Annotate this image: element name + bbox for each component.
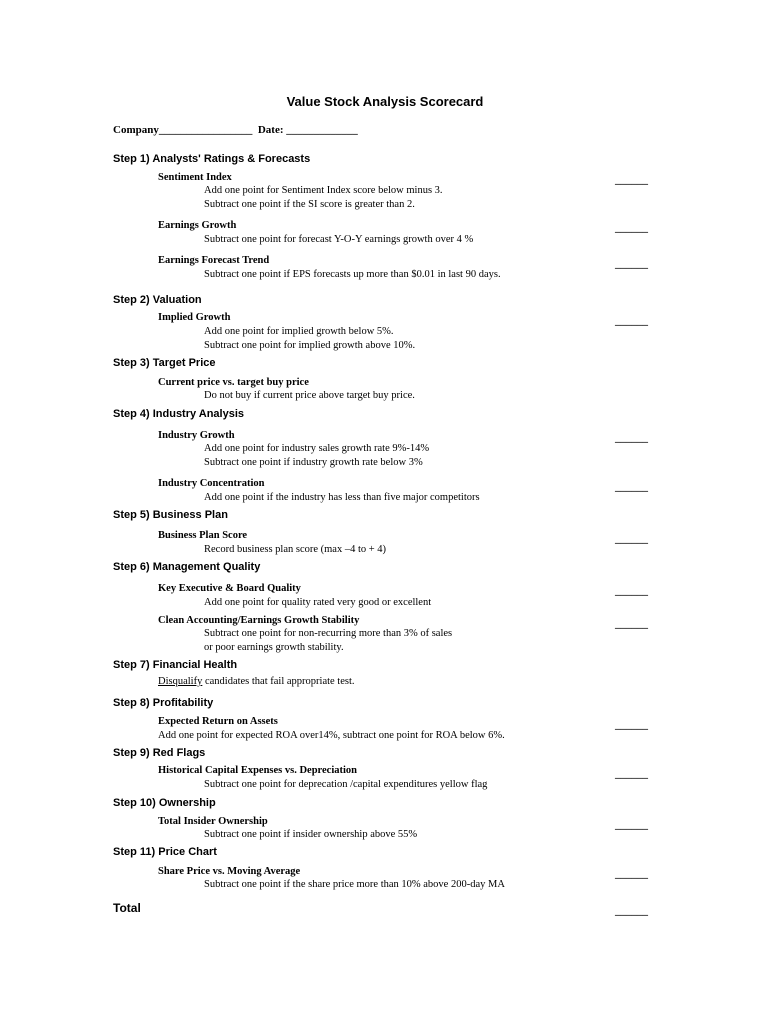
- item-description: Do not buy if current price above target buy price.: [204, 390, 415, 401]
- item-title: Share Price vs. Moving Average: [158, 866, 301, 877]
- step-heading: Step 2) Valuation: [113, 294, 202, 306]
- item-description: Subtract one point if the share price more than 10% above 200-day MA: [204, 879, 505, 890]
- note-rest: candidates that fail appropriate test.: [202, 676, 355, 687]
- score-blank: ______: [615, 258, 648, 270]
- item-description: Add one point for implied growth below 5%.: [204, 326, 394, 337]
- item-description: Subtract one point for forecast Y-O-Y earnings growth over 4 %: [204, 234, 474, 245]
- step-heading: Step 10) Ownership: [113, 797, 216, 809]
- item-description: Subtract one point if the SI score is greater than 2.: [204, 199, 415, 210]
- score-blank: ______: [615, 481, 648, 493]
- score-blank: ______: [615, 868, 648, 880]
- item-title: Current price vs. target buy price: [158, 377, 309, 388]
- score-blank: ______: [615, 719, 648, 731]
- step-heading: Step 9) Red Flags: [113, 747, 206, 759]
- item-title: Business Plan Score: [158, 530, 248, 541]
- step-heading: Step 3) Target Price: [113, 357, 216, 369]
- company-blank: _________________: [158, 124, 253, 136]
- item-title: Earnings Forecast Trend: [158, 255, 270, 266]
- step-heading: Step 8) Profitability: [113, 697, 214, 709]
- company-date-line: [113, 124, 358, 136]
- item-title: Industry Growth: [158, 430, 235, 441]
- total-blank: ______: [615, 905, 648, 917]
- item-description: Record business plan score (max –4 to + 4): [204, 544, 387, 555]
- item-description: Add one point for industry sales growth rate 9%-14%: [204, 443, 430, 454]
- item-description: Subtract one point if insider ownership above 55%: [204, 829, 418, 840]
- item-title: Total Insider Ownership: [158, 816, 268, 827]
- item-description: Subtract one point if industry growth rate below 3%: [204, 457, 423, 468]
- score-blank: ______: [615, 315, 648, 327]
- score-blank: ______: [615, 618, 648, 630]
- step-heading: Step 11) Price Chart: [113, 846, 217, 858]
- step-heading: Step 5) Business Plan: [113, 509, 228, 521]
- item-description: or poor earnings growth stability.: [204, 642, 344, 653]
- step-heading: Step 7) Financial Health: [113, 659, 238, 671]
- item-description: Subtract one point if EPS forecasts up more than $0.01 in last 90 days.: [204, 269, 501, 280]
- step-heading: Step 1) Analysts' Ratings & Forecasts: [113, 153, 311, 165]
- item-title: Industry Concentration: [158, 478, 265, 489]
- score-blank: ______: [615, 585, 648, 597]
- item-title: Historical Capital Expenses vs. Depreciation: [158, 765, 358, 776]
- date-label: Date:: [257, 124, 284, 136]
- document-title: Value Stock Analysis Scorecard: [286, 94, 484, 109]
- score-blank: ______: [615, 174, 648, 186]
- step-heading: Step 6) Management Quality: [113, 561, 261, 573]
- item-description: Add one point for Sentiment Index score below minus 3.: [204, 185, 443, 196]
- item-title: Implied Growth: [158, 312, 231, 323]
- date-blank: _____________: [286, 124, 358, 136]
- item-description: Add one point if the industry has less than five major competitors: [204, 492, 480, 503]
- score-blank: ______: [615, 768, 648, 780]
- step-heading: Step 4) Industry Analysis: [113, 408, 245, 420]
- item-title: Key Executive & Board Quality: [158, 583, 301, 594]
- item-description: Add one point for expected ROA over14%, subtract one point for ROA below 6%.: [158, 730, 505, 741]
- total-label: Total: [113, 901, 141, 915]
- score-blank: ______: [615, 222, 648, 234]
- item-description: Subtract one point for non-recurring more than 3% of sales: [204, 628, 453, 639]
- score-blank: ______: [615, 533, 648, 545]
- item-title: Sentiment Index: [158, 172, 232, 183]
- item-title: Expected Return on Assets: [158, 716, 278, 727]
- score-blank: ______: [615, 432, 648, 444]
- item-description: Add one point for quality rated very good or excellent: [204, 597, 432, 608]
- disqualify-text: Disqualify: [158, 676, 203, 687]
- company-label: Company: [113, 124, 159, 136]
- score-blank: ______: [615, 819, 648, 831]
- item-description: Subtract one point for deprecation /capital expenditures yellow flag: [204, 779, 488, 790]
- item-title: Clean Accounting/Earnings Growth Stability: [158, 615, 360, 626]
- item-title: Earnings Growth: [158, 220, 237, 231]
- item-description: Subtract one point for implied growth above 10%.: [204, 340, 416, 351]
- financial-health-note: [158, 676, 355, 687]
